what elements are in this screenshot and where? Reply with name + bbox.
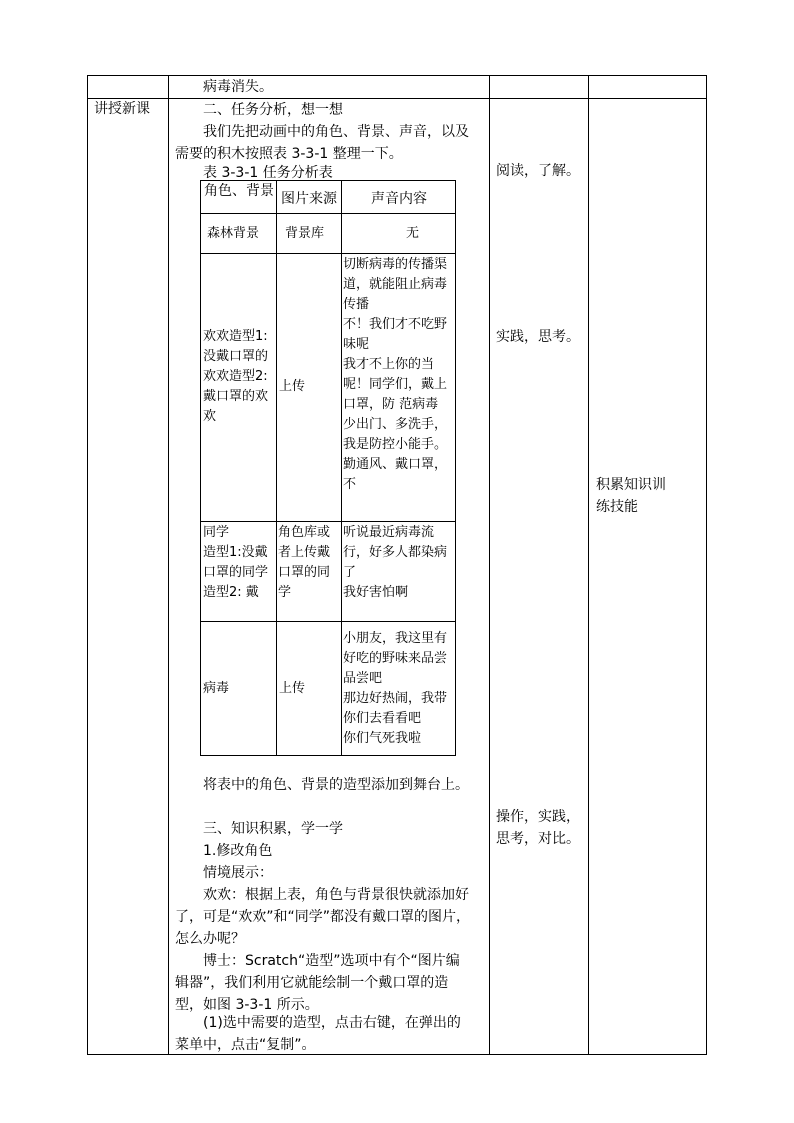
knowledge-heading: 三、知识积累，学一学 xyxy=(203,821,343,837)
task-paragraph: 我们先把动画中的角色、背景、声音，以及需要的积木按照表 3-3-1 整理一下。 xyxy=(175,124,469,162)
student-activity-2: 实践，思考。 xyxy=(496,329,580,345)
cell-sound-2: 切断病毒的传播渠道，就能阻止病毒传播 不！我们才不吃野味呢 我才不上你的当呢！同学们，戴上口罩，防 范病毒 少出门、多洗手，我是防控小能手。勤通风、戴口罩，不 xyxy=(343,257,448,492)
inner-col-divider-1 xyxy=(276,181,277,755)
column-divider-2 xyxy=(489,76,490,1054)
row-label: 讲授新课 xyxy=(94,101,150,117)
huanhuan-dialogue: 欢欢：根据上表，角色与背景很快就添加好了，可是“欢欢”和“同学”都没有戴口罩的图片，怎么办呢？ xyxy=(175,887,471,947)
header-role: 角色、背景 xyxy=(204,183,274,199)
cell-role-1: 森林背景 xyxy=(207,226,260,241)
step-1: (1)选中需要的造型，点击右键，在弹出的菜单中，点击“复制”。 xyxy=(175,1015,461,1053)
table-caption: 表 3-3-1 任务分析表 xyxy=(203,165,333,181)
student-activity-3: 操作，实践，思考，对比。 xyxy=(496,809,580,847)
header-sound: 声音内容 xyxy=(371,191,427,207)
cell-role-2: 欢欢造型1:没戴口罩的欢欢造型2:戴口罩的欢欢 xyxy=(203,329,269,424)
student-activity-1: 阅读，了解。 xyxy=(496,163,580,179)
row0-content: 病毒消失。 xyxy=(203,79,273,95)
doctor-dialogue: 博士：Scratch“造型”选项中有个“图片编辑器”，我们利用它就能绘制一个戴口罩的造型，如图 3-3-1 所示。 xyxy=(175,953,460,1013)
cell-source-3: 角色库或者上传戴口罩的同学 xyxy=(278,525,331,600)
column-divider-1 xyxy=(168,76,169,1054)
cell-source-2: 上传 xyxy=(279,379,306,394)
inner-row-divider-3 xyxy=(201,521,455,522)
inner-col-divider-2 xyxy=(341,181,342,755)
header-source: 图片来源 xyxy=(281,191,337,207)
cell-sound-3: 听说最近病毒流行，好多人都染病了 我好害怕啊 xyxy=(343,525,448,600)
column-divider-3 xyxy=(588,76,589,1054)
cell-source-4: 上传 xyxy=(279,681,306,696)
task-heading: 二、任务分析，想一想 xyxy=(203,102,343,118)
design-intent: 积累知识训练技能 xyxy=(596,477,666,515)
cell-role-4: 病毒 xyxy=(203,681,230,696)
inner-row-divider-4 xyxy=(201,621,455,622)
task-analysis-table xyxy=(200,180,456,756)
add-paragraph: 将表中的角色、背景的造型添加到舞台上。 xyxy=(203,777,469,793)
inner-row-divider-1 xyxy=(201,213,455,214)
cell-sound-1: 无 xyxy=(406,226,420,241)
scene-label: 情境展示： xyxy=(203,865,273,881)
cell-role-3: 同学 造型1:没戴口罩的同学 造型2: 戴 xyxy=(203,525,269,600)
cell-sound-4: 小朋友，我这里有好吃的野味来品尝品尝吧 那边好热闹，我带你们去看看吧 你们气死我啦 xyxy=(343,631,448,746)
cell-source-1: 背景库 xyxy=(285,226,325,241)
inner-row-divider-2 xyxy=(201,253,455,254)
sub-heading: 1.修改角色 xyxy=(203,843,273,859)
